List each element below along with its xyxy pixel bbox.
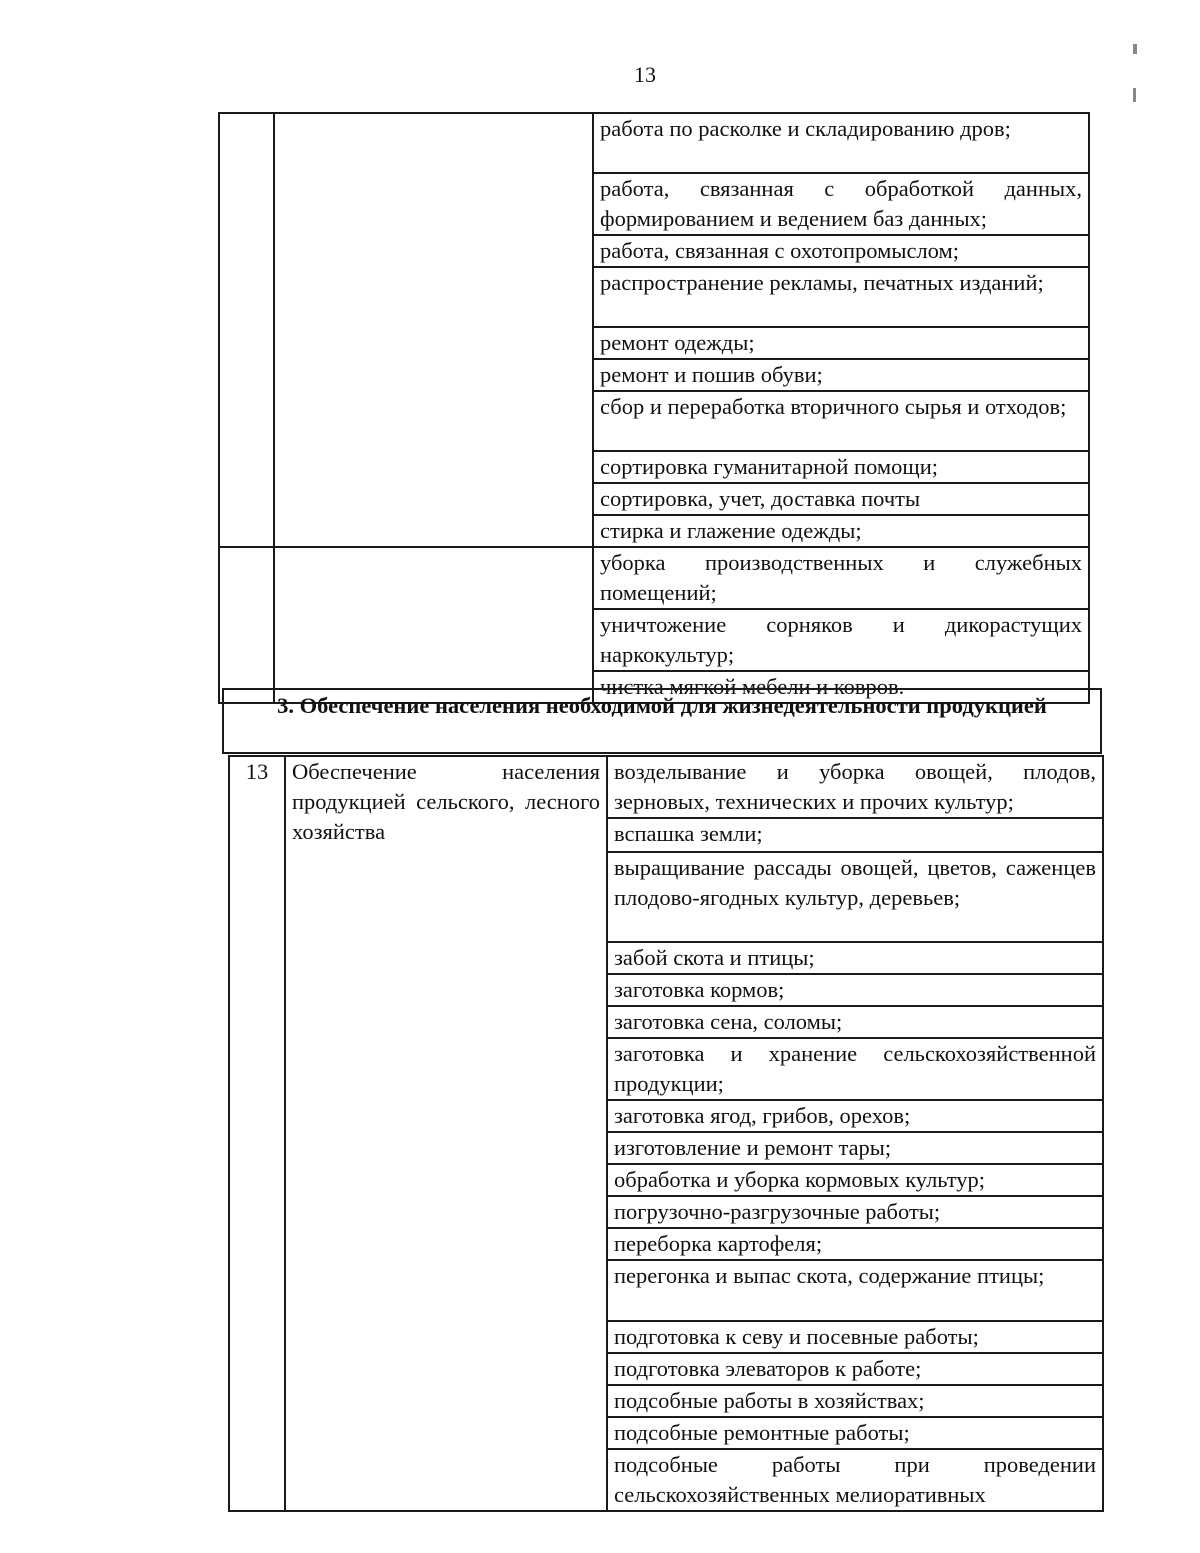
table-row xyxy=(219,547,1089,609)
activities-table-continued xyxy=(218,112,1090,704)
activity-item: распространение рекламы, печатных изданий; xyxy=(593,267,1089,327)
activity-item: забой скота и птицы; xyxy=(607,942,1103,974)
activity-item: сортировка гуманитарной помощи; xyxy=(593,451,1089,483)
category-cell xyxy=(274,547,593,703)
activity-item: выращивание рассады овощей, цветов, саженцев плодово-ягодных культур, деревьев; xyxy=(607,852,1103,942)
activity-item: перегонка и выпас скота, содержание птицы; xyxy=(607,1260,1103,1321)
scan-mark xyxy=(1133,44,1137,54)
table-row xyxy=(229,756,1103,818)
activity-item: обработка и уборка кормовых культур; xyxy=(607,1164,1103,1196)
section-heading-table xyxy=(222,688,1102,754)
scan-mark xyxy=(1133,88,1136,102)
activity-item: погрузочно-разгрузочные работы; xyxy=(607,1196,1103,1228)
activity-item: вспашка земли; xyxy=(607,818,1103,852)
activity-item: ремонт и пошив обуви; xyxy=(593,359,1089,391)
activity-item: работа, связанная с охотопромыслом; xyxy=(593,235,1089,267)
activity-item: заготовка и хранение сельскохозяйственной продукции; xyxy=(607,1038,1103,1100)
activity-item: заготовка ягод, грибов, орехов; xyxy=(607,1100,1103,1132)
table-row xyxy=(219,113,1089,173)
activity-item: сбор и переработка вторичного сырья и отходов; xyxy=(593,391,1089,451)
activity-item: подсобные работы в хозяйствах; xyxy=(607,1385,1103,1417)
activity-item: чистка мягкой мебели и ковров. xyxy=(593,671,1089,703)
activities-table-section3 xyxy=(228,755,1104,1512)
activity-item: возделывание и уборка овощей, плодов, зерновых, технических и прочих культур; xyxy=(607,756,1103,818)
activity-item: подсобные ремонтные работы; xyxy=(607,1417,1103,1449)
activity-item: подготовка к севу и посевные работы; xyxy=(607,1321,1103,1353)
category-cell xyxy=(274,113,593,547)
section-heading-row xyxy=(223,689,1101,753)
number-cell xyxy=(219,113,274,547)
activity-item: работа, связанная с обработкой данных, формированием и ведением баз данных; xyxy=(593,173,1089,235)
activity-item: работа по расколке и складированию дров; xyxy=(593,113,1089,173)
activity-item: подготовка элеваторов к работе; xyxy=(607,1353,1103,1385)
activity-item: уничтожение сорняков и дикорастущих наркокультур; xyxy=(593,609,1089,671)
row-number: 13 xyxy=(229,756,285,1511)
page-number: 13 xyxy=(634,62,656,87)
number-cell xyxy=(219,547,274,703)
activity-item: подсобные работы при проведении сельскохозяйственных мелиоративных xyxy=(607,1449,1103,1511)
category-cell: Обеспечение населения продукцией сельского, лесного хозяйства xyxy=(285,756,607,1511)
activity-item: переборка картофеля; xyxy=(607,1228,1103,1260)
section-heading: 3. Обеспечение населения необходимой для жизнедеятельности продукцией xyxy=(223,689,1101,753)
activity-item: заготовка кормов; xyxy=(607,974,1103,1006)
activity-item: стирка и глажение одежды; xyxy=(593,515,1089,547)
activity-item: уборка производственных и служебных помещений; xyxy=(593,547,1089,609)
activity-item: заготовка сена, соломы; xyxy=(607,1006,1103,1038)
activity-item: сортировка, учет, доставка почты xyxy=(593,483,1089,515)
activity-item: ремонт одежды; xyxy=(593,327,1089,359)
activity-item: изготовление и ремонт тары; xyxy=(607,1132,1103,1164)
